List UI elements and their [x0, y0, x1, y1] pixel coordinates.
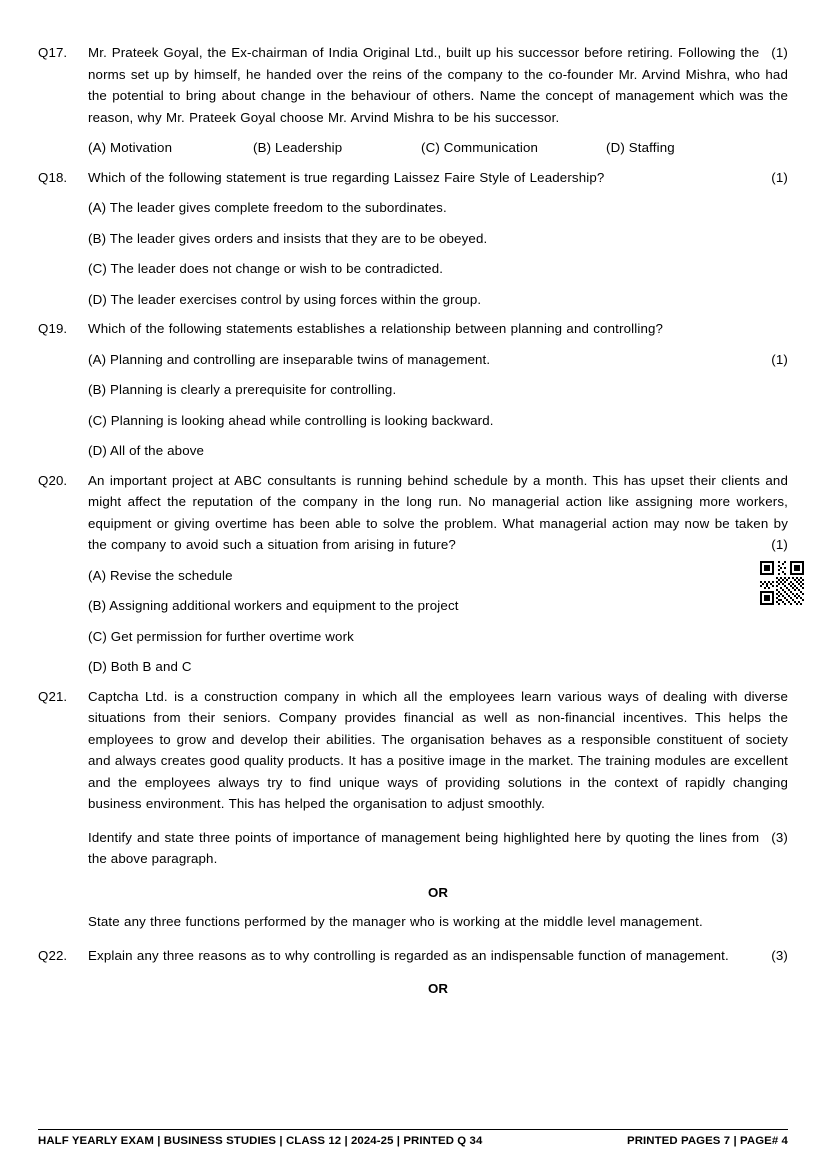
question-text: (3) Explain any three reasons as to why controlling is regarded as an indispensable function of management.	[88, 945, 788, 967]
marks-label: (1)	[771, 45, 788, 60]
marks-label: (1)	[771, 537, 788, 552]
spacer	[38, 935, 788, 945]
options-list	[88, 197, 788, 310]
option-d[interactable]: (D) Staffing	[606, 140, 675, 155]
option-d[interactable]: (D) All of the above	[88, 443, 205, 458]
question-text: (1) Mr. Prateek Goyal, the Ex-chairman of India Original Ltd., built up his successor before retiring. Following the norms set up by himself, he handed over the reins of the company to the co-founder Mr. Arvind Mishra, who had the potential to bring about change in the behaviour of others. Name the concept of management which was the reason, why Mr. Prateek Goyal choose Mr. Arvind Mishra to be his successor.	[88, 42, 788, 128]
option-c[interactable]: (C) Communication	[421, 140, 539, 155]
marks-label: (1)	[771, 351, 788, 367]
footer-right: PRINTED PAGES 7 | PAGE# 4	[627, 1135, 788, 1147]
question-q21	[38, 686, 788, 933]
option-b[interactable]: (B) The leader gives orders and insists that they are to be obeyed.	[88, 230, 488, 246]
options-list	[88, 565, 788, 678]
question-number: Q20.	[38, 472, 68, 488]
question-body	[88, 167, 788, 311]
question-headline	[88, 167, 788, 189]
question-number: Q19.	[38, 321, 68, 336]
question-q18	[38, 167, 788, 311]
marks-label: (1)	[771, 169, 788, 185]
marks-label: (3)	[771, 829, 788, 845]
question-q20	[38, 470, 788, 678]
question-q22	[38, 945, 788, 1008]
option-b[interactable]: (B) Leadership	[253, 140, 343, 155]
option-c[interactable]: (C) The leader does not change or wish to be contradicted.	[88, 261, 444, 276]
marks-label: (3)	[771, 947, 788, 963]
option-a[interactable]: (1) (A) Planning and controlling are inseparable twins of management.	[88, 349, 788, 371]
option-d[interactable]: (D) The leader exercises control by using forces within the group.	[88, 291, 482, 307]
question-number: Q18.	[38, 169, 68, 185]
question-subtext: (3) Identify and state three points of importance of management being highlighted here by quoting the lines from the above paragraph.	[88, 827, 788, 870]
question-body	[88, 945, 788, 1008]
question-number: Q22.	[38, 947, 68, 963]
question-q17	[38, 42, 788, 165]
question-body	[88, 318, 788, 462]
option-a[interactable]: (A) Motivation	[88, 140, 173, 155]
question-body	[88, 470, 788, 678]
question-text: An important project at ABC consultants is running behind schedule by a month. This has upset their clients and might affect the reputation of the company in the long run. No managerial action like assigning more workers, equipment or giving overtime has been able to solve the problem. What managerial action may now be taken by the company to avoid such a situation from arising in future? (1)	[88, 470, 788, 556]
or-separator: OR	[428, 981, 448, 996]
alternate-question-text: State any three functions performed by the manager who is working at the middle level management.	[88, 914, 703, 929]
question-text: Which of the following statement is true regarding Laissez Faire Style of Leadership?	[88, 169, 605, 185]
question-text: Captcha Ltd. is a construction company in which all the employees learn various ways of dealing with diverse situations from their seniors. Company provides financial as well as non-financial incentives. This helps the employees to grow and develop their abilities. The organisation behaves as a responsible constituent of society and always creates good quality products. It has a positive image in the market. The training modules are excellent and the employees always try to find unique ways of providing solutions in the context of rapidly changing business environment. This has helped the organisation to adjust smoothly.	[88, 688, 788, 811]
question-q19	[38, 318, 788, 462]
question-body	[88, 686, 788, 933]
option-c[interactable]: (C) Planning is looking ahead while controlling is looking backward.	[88, 412, 494, 428]
option-b[interactable]: (B) Assigning additional workers and equipment to the project	[88, 598, 459, 613]
options-inline-row	[88, 137, 788, 159]
option-a[interactable]: (A) The leader gives complete freedom to the subordinates.	[88, 200, 447, 215]
question-body	[88, 42, 788, 165]
or-separator: OR	[428, 884, 448, 900]
page-footer	[38, 1129, 788, 1147]
question-number: Q21.	[38, 688, 68, 704]
question-number: Q17.	[38, 45, 68, 60]
option-b[interactable]: (B) Planning is clearly a prerequisite for controlling.	[88, 382, 397, 397]
question-text: Which of the following statements establishes a relationship between planning and controlling?	[88, 321, 664, 336]
option-c[interactable]: (C) Get permission for further overtime work	[88, 628, 354, 644]
footer-left: HALF YEARLY EXAM | BUSINESS STUDIES | CLASS 12 | 2024-25 | PRINTED Q 34	[38, 1135, 483, 1147]
qr-code-icon	[760, 561, 804, 605]
option-a[interactable]: (A) Revise the schedule	[88, 567, 233, 583]
option-d[interactable]: (D) Both B and C	[88, 659, 192, 674]
options-list	[88, 349, 788, 462]
